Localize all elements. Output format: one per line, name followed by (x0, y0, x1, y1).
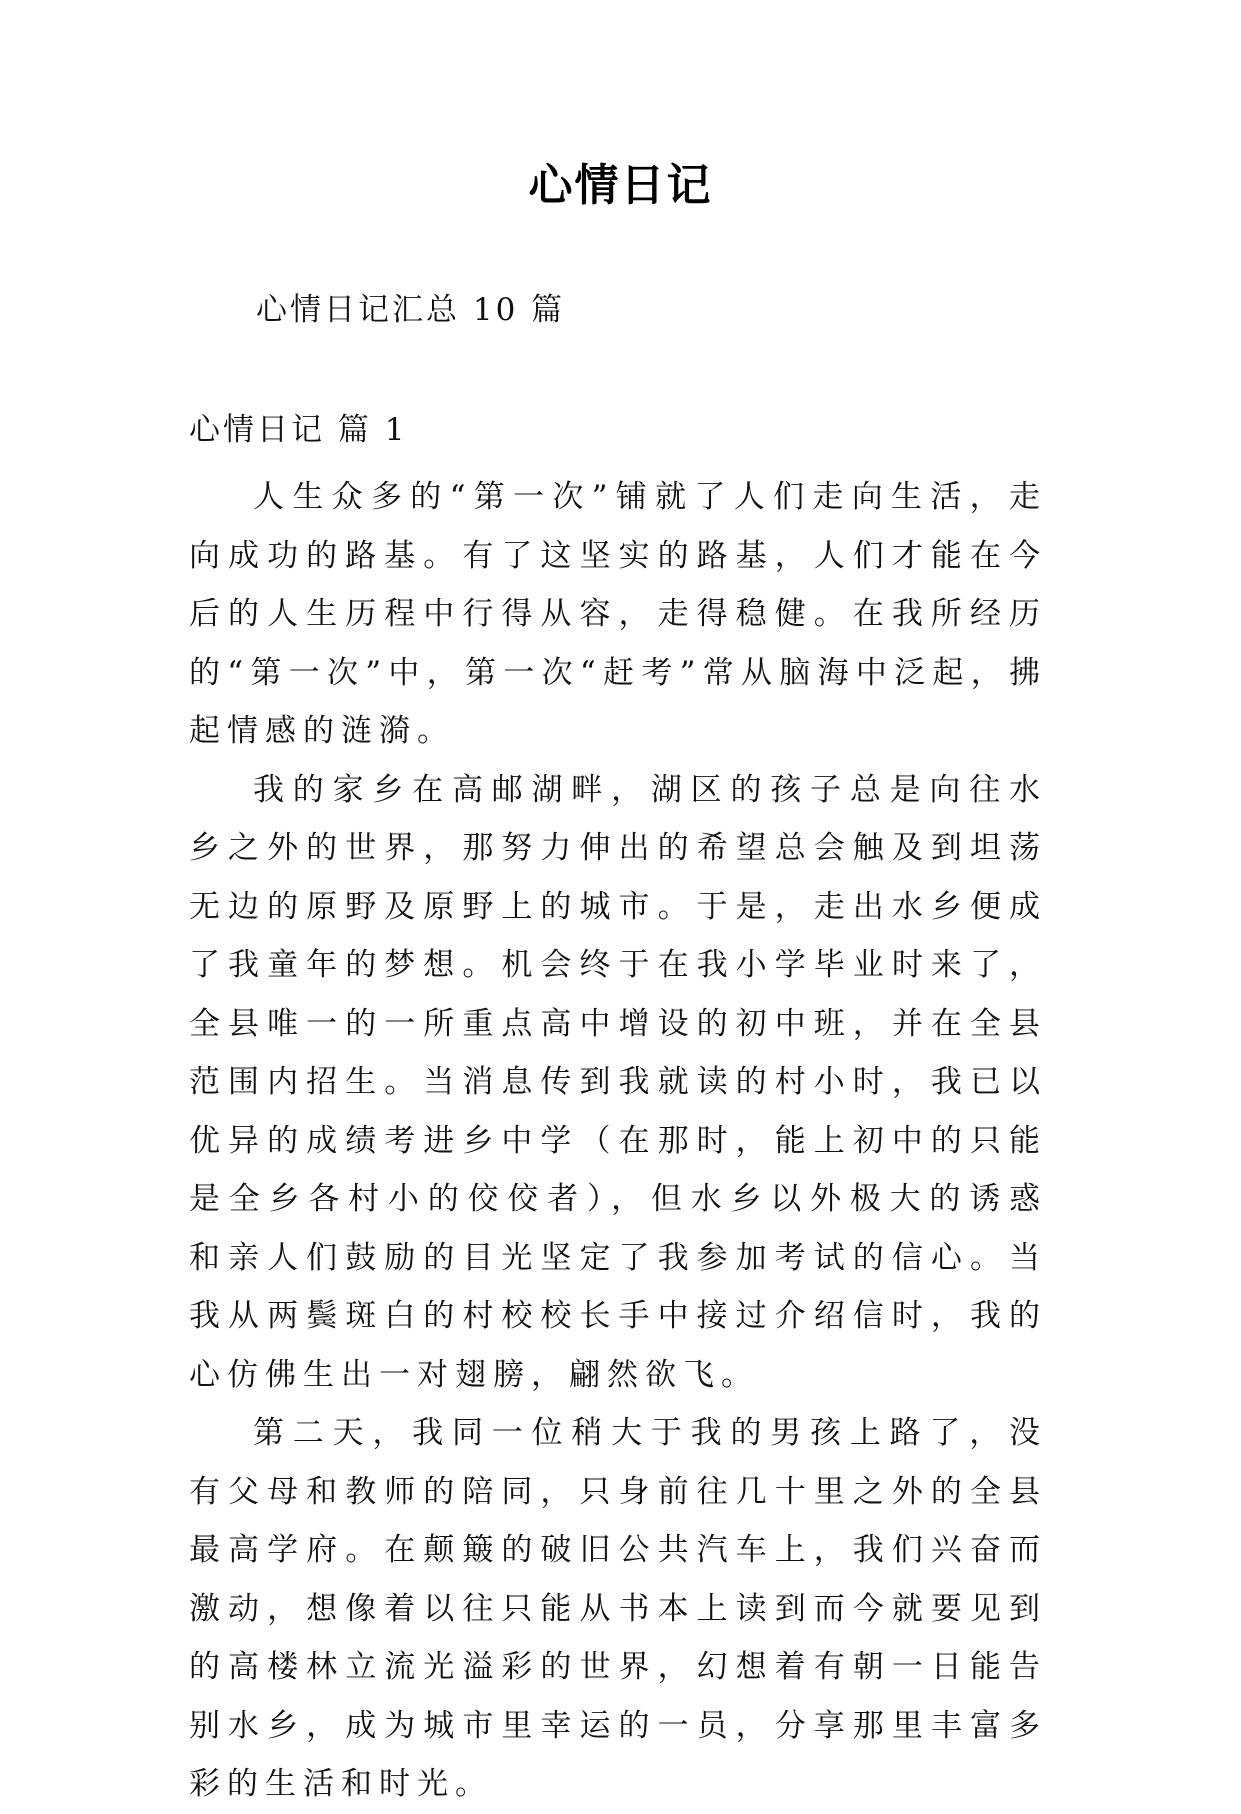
document-subtitle: 心情日记汇总 10 篇 (256, 292, 566, 328)
body-text (189, 468, 1047, 1814)
paragraph: 人生众多的“第一次”铺就了人们走向生活，走向成功的路基。有了这坚实的路基，人们才能在今后的人生历程中行得从容，走得稳健。在我所经历的“第一次”中，第一次“赶考”常从脑海中泛起，拂起情感的涟漪。 (189, 479, 1047, 749)
paragraph: 我的家乡在高邮湖畔，湖区的孩子总是向往水乡之外的世界，那努力伸出的希望总会触及到坦荡无边的原野及原野上的城市。于是，走出水乡便成了我童年的梦想。机会终于在我小学毕业时来了，全县唯一的一所重点高中增设的初中班，并在全县范围内招生。当消息传到我就读的村小时，我已以优异的成绩考进乡中学（在那时，能上初中的只能是全乡各村小的佼佼者），但水乡以外极大的诱惑和亲人们鼓励的目光坚定了我参加考试的信心。当我从两鬓斑白的村校校长手中接过介绍信时，我的心仿佛生出一对翅膀，翩然欲飞。 (189, 771, 1047, 1393)
paragraph: 第二天，我同一位稍大于我的男孩上路了，没有父母和教师的陪同，只身前往几十里之外的全县最高学府。在颠簸的破旧公共汽车上，我们兴奋而激动，想像着以往只能从书本上读到而今就要见到的高楼林立流光溢彩的世界，幻想着有朝一日能告别水乡，成为城市里幸运的一员，分享那里丰富多彩的生活和时光。 (189, 1415, 1047, 1802)
document-title: 心情日记 (528, 160, 713, 211)
section-heading: 心情日记 篇 1 (189, 412, 408, 448)
